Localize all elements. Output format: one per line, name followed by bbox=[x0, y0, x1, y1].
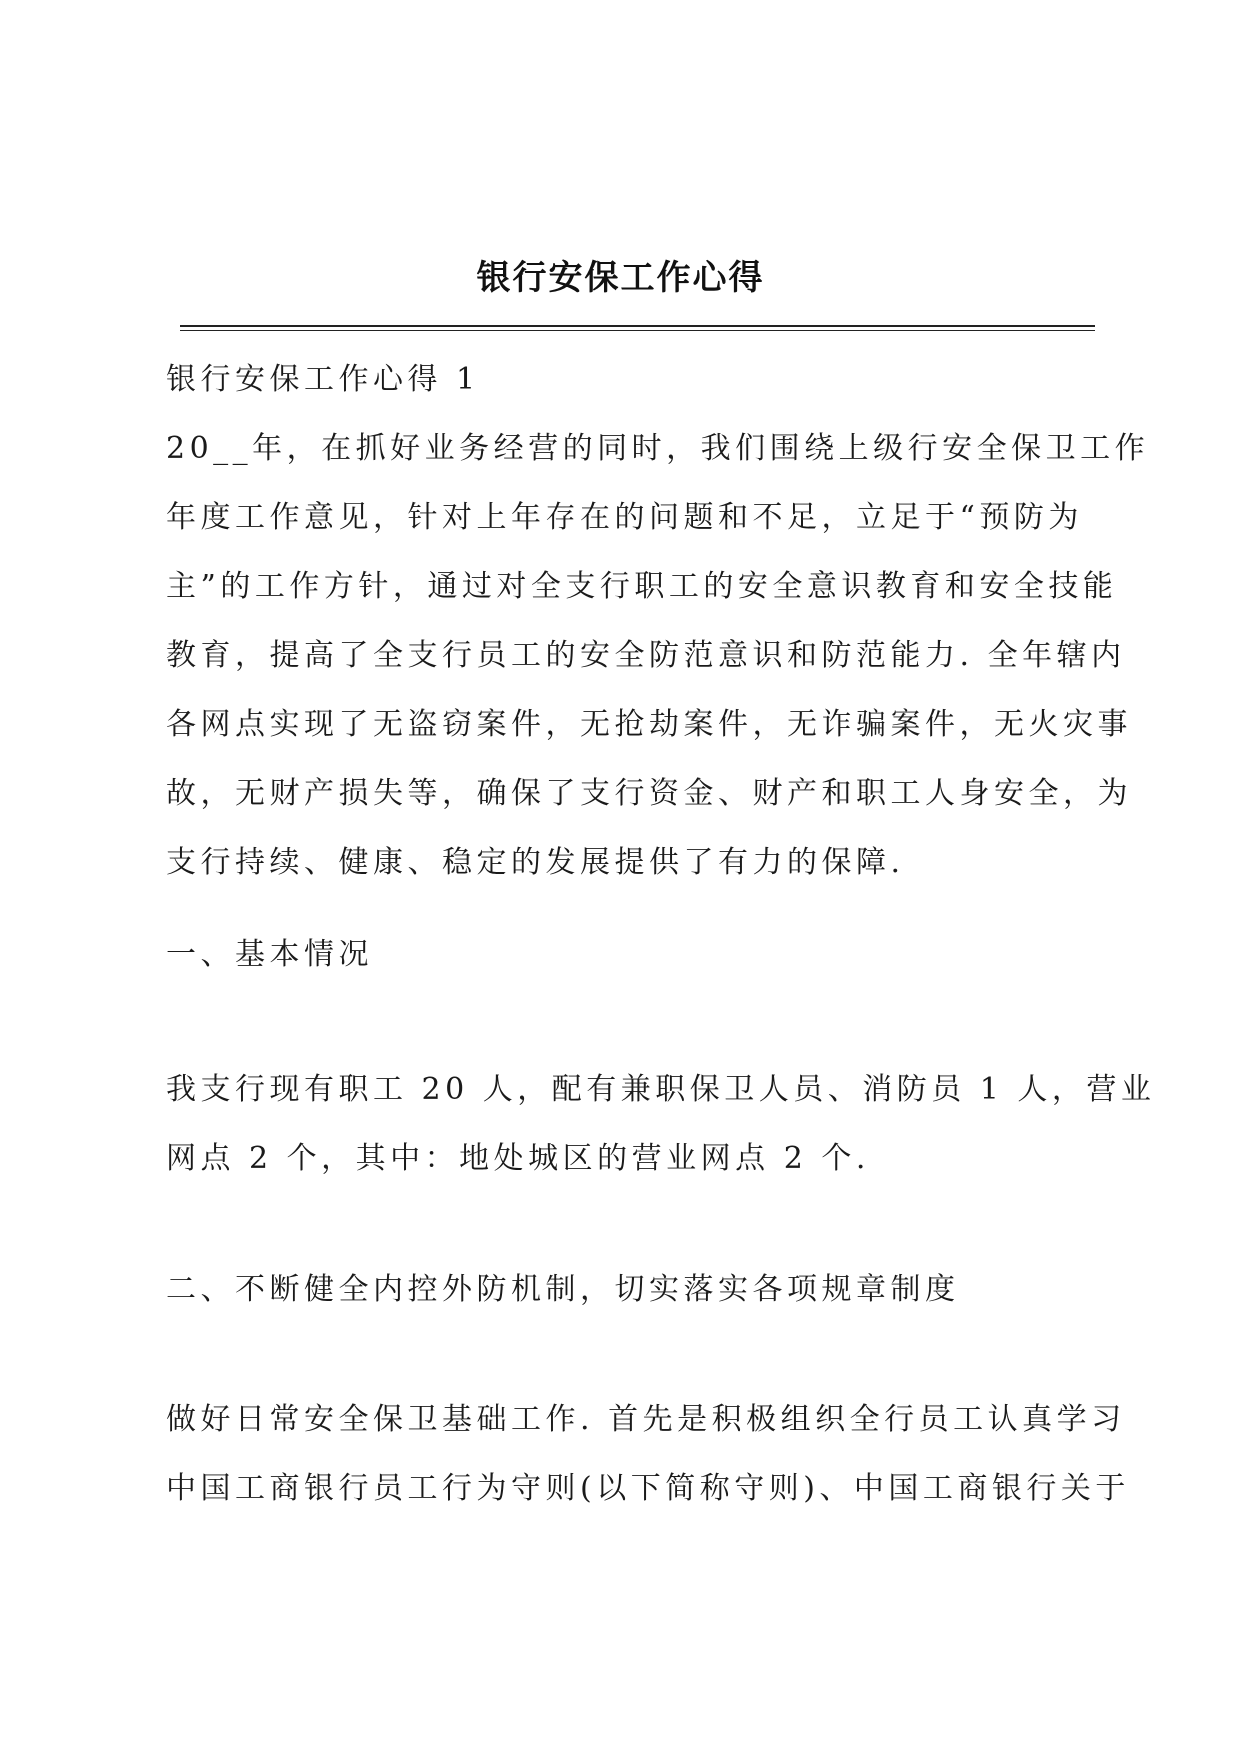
heading-internal-control bbox=[166, 1255, 1091, 1324]
section-subtitle: 银行安保工作心得 1 bbox=[166, 362, 480, 397]
section-heading: 一、基本情况 bbox=[166, 937, 373, 972]
paragraph-line: 做好日常安全保卫基础工作. 首先是积极组织全行员工认真学习 bbox=[166, 1402, 1126, 1437]
paragraph-line: 年度工作意见，针对上年存在的问题和不足，立足于“预防为 bbox=[166, 500, 1083, 535]
paragraph-line: 故，无财产损失等，确保了支行资金、财产和职工人身安全，为 bbox=[166, 776, 1132, 811]
heading-basic-situation bbox=[166, 920, 1091, 989]
document-title: 银行安保工作心得 bbox=[476, 258, 765, 298]
intro-section bbox=[166, 345, 1150, 897]
paragraph-line: 我支行现有职工 20 人，配有兼职保卫人员、消防员 1 人，营业 bbox=[166, 1072, 1156, 1107]
title-divider bbox=[180, 325, 1095, 331]
paragraph-line: 各网点实现了无盗窃案件，无抢劫案件，无诈骗案件，无火灾事 bbox=[166, 707, 1132, 742]
paragraph-line: 20__年，在抓好业务经营的同时，我们围绕上级行安全保卫工作 bbox=[166, 431, 1150, 466]
security-work-paragraph bbox=[166, 1385, 1130, 1523]
paragraph-line: 教育，提高了全支行员工的安全防范意识和防范能力. 全年辖内 bbox=[166, 638, 1126, 673]
paragraph-line: 主”的工作方针，通过对全支行职工的安全意识教育和安全技能 bbox=[166, 569, 1118, 604]
staff-paragraph bbox=[166, 1055, 1156, 1193]
paragraph-line: 网点 2 个，其中：地处城区的营业网点 2 个. bbox=[166, 1141, 870, 1176]
paragraph-line: 支行持续、健康、稳定的发展提供了有力的保障. bbox=[166, 845, 905, 880]
section-heading: 二、不断健全内控外防机制，切实落实各项规章制度 bbox=[166, 1272, 960, 1307]
paragraph-line: 中国工商银行员工行为守则(以下简称守则)、中国工商银行关于 bbox=[166, 1471, 1130, 1506]
